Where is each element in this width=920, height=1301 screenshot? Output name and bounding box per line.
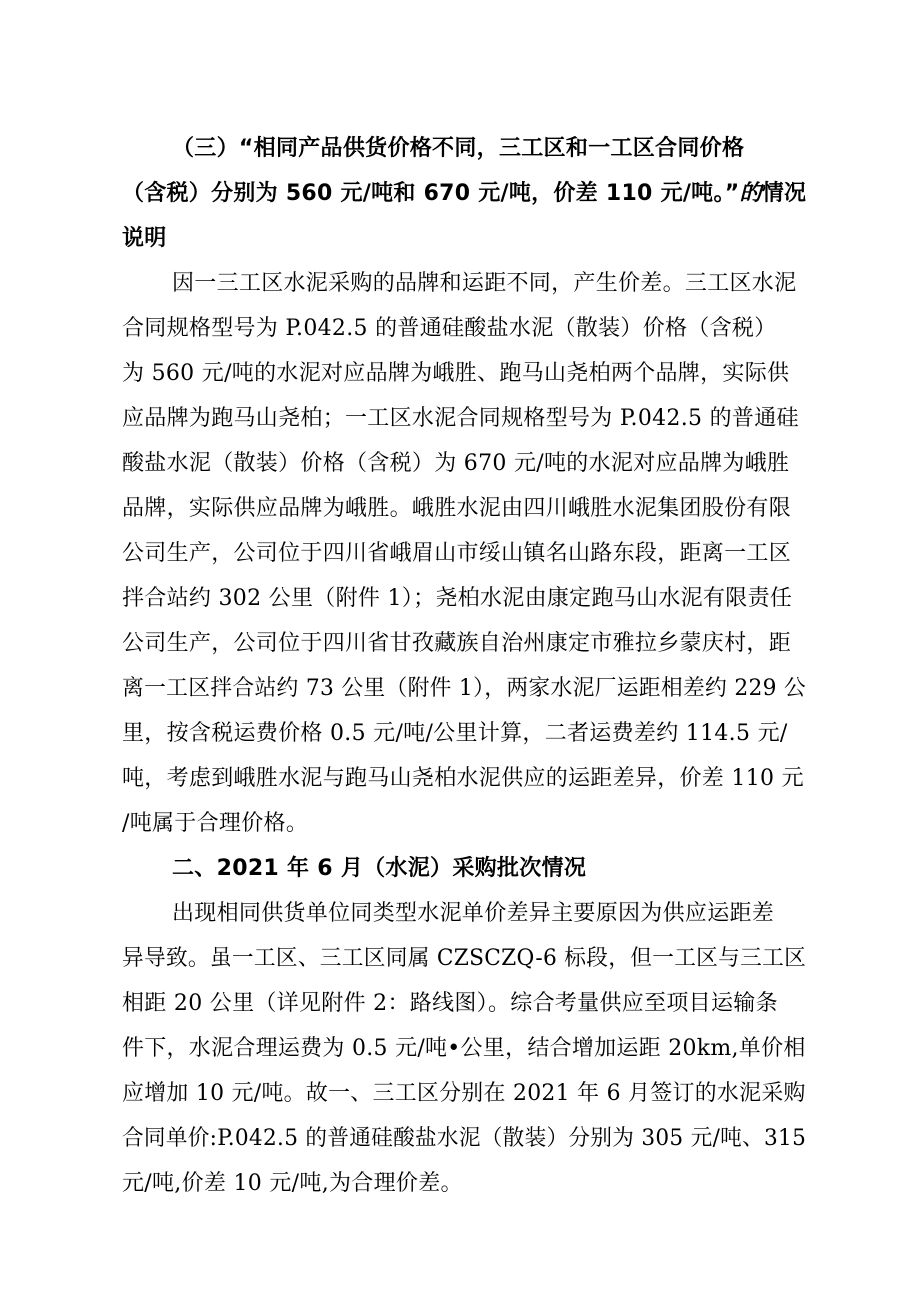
section-3-paragraph-line: 公司生产，公司位于四川省甘孜藏族自治州康定市雅拉乡蒙庆村，距 [122, 631, 792, 656]
section-2-paragraph-line: 元/吨,价差 10 元/吨,为合理价差。 [122, 1171, 463, 1196]
section-3-paragraph-line: 吨，考虑到峨胜水泥与跑马山尧柏水泥供应的运距差异，价差 110 元 [122, 766, 804, 791]
section-3-title-line-2-de: 的 [739, 181, 762, 206]
section-2-paragraph-line: 件下，水泥合理运费为 0.5 元/吨•公里，结合增加运距 20km,单价相 [122, 1036, 806, 1061]
section-3-paragraph-line: 酸盐水泥（散装）价格（含税）为 670 元/吨的水泥对应品牌为峨胜 [122, 451, 790, 476]
section-3-paragraph-line: 品牌，实际供应品牌为峨胜。峨胜水泥由四川峨胜水泥集团股份有限 [122, 496, 792, 521]
section-3-paragraph-line: /吨属于合理价格。 [122, 811, 309, 836]
section-2-paragraph-line: 合同单价:P.042.5 的普通硅酸盐水泥（散装）分别为 305 元/吨、315 [122, 1126, 807, 1151]
section-2-paragraph-line: 应增加 10 元/吨。故一、三工区分别在 2021 年 6 月签订的水泥采购 [122, 1081, 806, 1106]
section-2-heading: 二、2021 年 6 月（水泥）采购批次情况 [172, 856, 587, 881]
section-3-paragraph-line: 公司生产，公司位于四川省峨眉山市绥山镇名山路东段，距离一工区 [122, 541, 792, 566]
section-3-title-line-2-end: 情况 [761, 181, 807, 206]
section-3-paragraph-line: 为 560 元/吨的水泥对应品牌为峨胜、跑马山尧柏两个品牌，实际供 [122, 361, 790, 386]
section-2-paragraph-line: 异导致。虽一工区、三工区同属 CZSCZQ-6 标段，但一工区与三工区 [122, 946, 807, 971]
section-2-paragraph-line: 出现相同供货单位同类型水泥单价差异主要原因为供应运距差 [172, 901, 775, 926]
section-3-paragraph-line: 合同规格型号为 P.042.5 的普通硅酸盐水泥（散装）价格（含税） [122, 316, 777, 341]
section-3-paragraph-line: 因一三工区水泥采购的品牌和运距不同，产生价差。三工区水泥 [172, 271, 797, 296]
section-3-title-line-2 [122, 181, 806, 207]
section-2-paragraph-line: 相距 20 公里（详见附件 2：路线图）。综合考量供应至项目运输条 [122, 991, 778, 1016]
section-3-title-line-3: 说明 [122, 226, 167, 251]
section-3-paragraph-line: 离一工区拌合站约 73 公里（附件 1），两家水泥厂运距相差约 229 公 [122, 676, 807, 701]
section-3-paragraph-line: 应品牌为跑马山尧柏；一工区水泥合同规格型号为 P.042.5 的普通硅 [122, 406, 799, 431]
section-3-paragraph-line: 里，按含税运费价格 0.5 元/吨/公里计算，二者运费差约 114.5 元/ [122, 721, 788, 746]
section-3-paragraph-line: 拌合站约 302 公里（附件 1）；尧柏水泥由康定跑马山水泥有限责任 [122, 586, 793, 611]
section-3-title-line-2-main: （含税）分别为 560 元/吨和 670 元/吨，价差 110 元/吨。” [122, 181, 740, 206]
section-3-title-line-1: （三）“相同产品供货价格不同，三工区和一工区合同价格 [172, 136, 745, 161]
